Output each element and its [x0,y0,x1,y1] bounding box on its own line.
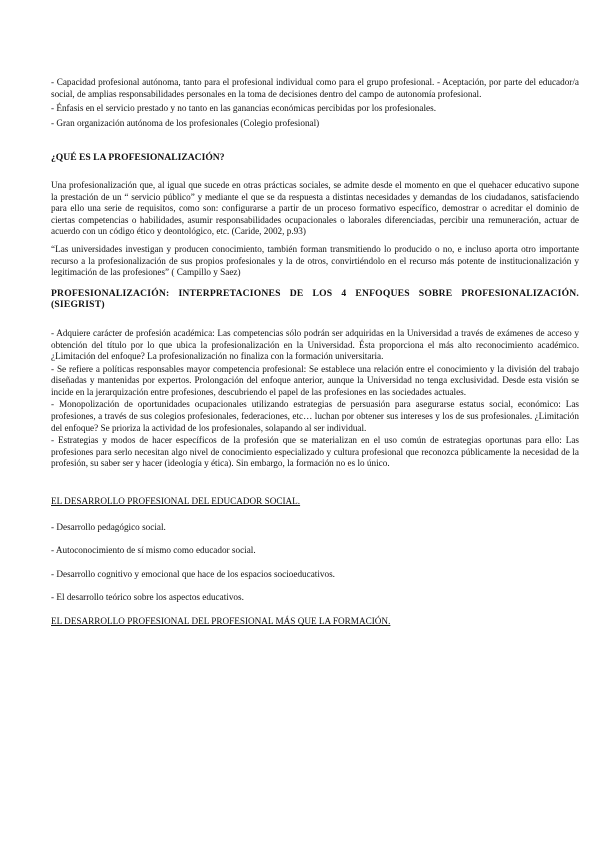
enfoques-list [51,328,579,470]
section-heading-enfoques: PROFESIONALIZACIÓN: INTERPRETACIONES DE LOS 4 ENFOQUES SOBRE PROFESIONALIZACIÓN. (SIEGRIST) [51,287,579,311]
list-item: - Autoconocimiento de sí mismo como educador social. [51,545,256,556]
list-item: - Estrategias y modos de hacer específicos de la profesión que se materializan en el uso común de estrategias oportunas para ello: Las profesiones para serlo necesitan algo nivel de conocimiento especializado y cultura profesional que reconozca públicamente la necesidad de la profesión, su saber ser y hacer (ideología y ética). Sin embargo, la formación no es lo único. [51,435,579,469]
list-item: - Desarrollo cognitivo y emocional que hace de los espacios socioeducativos. [51,568,335,579]
document-page [51,77,579,628]
list-item: - Capacidad profesional autónoma, tanto para el profesional individual como para el grupo profesional. - Aceptación, por parte del educador/a social, de amplias responsabilidades personales en la toma de decisiones dentro del campo de autonomía profesional. [51,77,579,99]
desarrollo-list [51,522,579,604]
definition-paragraph: Una profesionalización que, al igual que sucede en otras prácticas sociales, se admite desde el momento en que el quehacer educativo supone la prestación de un “ servicio público” y mediante el que se da respuesta a distintas necesidades y demandas de los ciudadanos, satisfaciendo para ello una serie de requisitos, como son: configurarse a partir de un proceso formativo específico, demostrar o acreditar el dominio de ciertas competencias o habilidades, asumir responsabilidades ocupacionales o laborales diferenciadas, percibir una remuneración, actuar de acuerdo con un código ético y deontológico, etc. (Caride, 2002, p.93) [51,179,579,237]
quote-paragraph: “Las universidades investigan y producen conocimiento, también forman transmitiendo lo producido o no, e incluso aporta otro importante recurso a la profesionalización de sus propios profesionales y la de otros, convirtiéndolo en el recurso más potente de institucionalización y legitimación de las profesiones” ( Campillo y Saez) [51,243,579,278]
list-item: - Énfasis en el servicio prestado y no tanto en las ganancias económicas percibidas por los profesionales. [51,103,436,114]
section-heading-desarrollo: EL DESARROLLO PROFESIONAL DEL EDUCADOR SOCIAL. [51,496,301,507]
top-bullet-list [51,77,579,129]
list-item: - Adquiere carácter de profesión académica: Las competencias sólo podrán ser adquiridas en la Universidad a través de exámenes de acceso y obtención del título por lo que ubica la profesionalización en la Universidad. Ésta proporciona el más alto reconocimiento académico. ¿Limitación del enfoque? La profesionalización no finaliza con la formación universitaria. [51,327,579,362]
section-heading-que-es: ¿QUÉ ES LA PROFESIONALIZACIÓN? [51,152,225,164]
list-item: - El desarrollo teórico sobre los aspectos educativos. [51,592,244,603]
section-heading-formacion: EL DESARROLLO PROFESIONAL DEL PROFESIONAL MÁS QUE LA FORMACIÓN. [51,616,391,626]
list-item: - Desarrollo pedagógico social. [51,521,166,532]
list-item: - Se refiere a políticas responsables mayor competencia profesional: Se establece una relación entre el conocimiento y la división del trabajo diseñadas y mantenidas por expertos. Prolongación del enfoque anterior, aunque la Universidad no tenga exclusividad. Desde esta visión se incide en la jerarquización entre profesiones, descubriendo el papel de las profesiones en las sociedades actuales. [51,363,579,397]
list-item: - Gran organización autónoma de los profesionales (Colegio profesional) [51,117,320,128]
list-item: - Monopolización de oportunidades ocupacionales utilizando estrategias de persuasión para asegurarse estatus social, económico: Las profesiones, a través de sus colegios profesionales, federaciones, etc… luchan por obtener sus intereses y los de sus profesionales. ¿Limitación del enfoque? Se prioriza la actividad de los profesionales, solapando al ser individual. [51,399,579,433]
